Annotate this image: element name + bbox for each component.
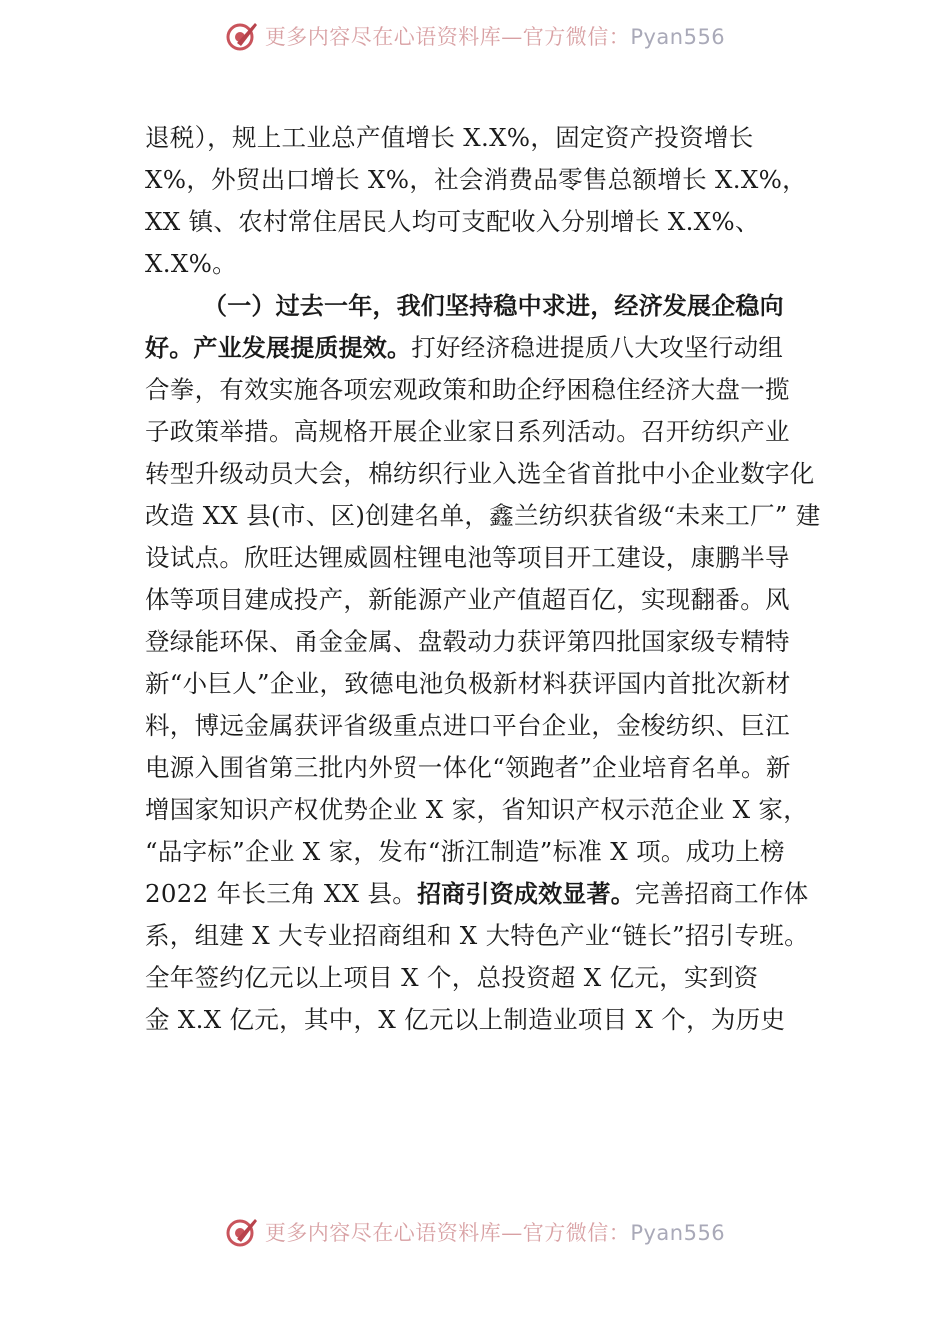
- header-banner-label: 更多内容尽在心语资料库—官方微信：: [264, 25, 631, 49]
- body-text: 改造 XX 县(市、区)创建名单，鑫兰纺织获省级“未来工厂” 建: [145, 501, 821, 530]
- pen-logo-icon: [225, 1215, 259, 1249]
- text-line: [145, 495, 825, 537]
- body-text: 系，组建 X 大专业招商组和 X 大特色产业“链长”招引专班。: [145, 921, 809, 950]
- body-text: 退税），规上工业总产值增长 X.X%，固定资产投资增长: [145, 123, 754, 152]
- body-text: “品字标”企业 X 家，发布“浙江制造”标准 X 项。成功上榜: [145, 837, 785, 866]
- pen-logo-icon: [225, 19, 259, 53]
- text-line: [145, 873, 825, 915]
- body-text: XX 镇、农村常住居民人均可支配收入分别增长 X.X%、: [145, 207, 760, 236]
- body-text: 设试点。欣旺达锂威圆柱锂电池等项目开工建设，康鹏半导: [145, 543, 790, 572]
- text-line: [145, 579, 825, 621]
- text-line: [145, 411, 825, 453]
- header-banner-text: [265, 21, 725, 51]
- body-text: 金 X.X 亿元，其中，X 亿元以上制造业项目 X 个，为历史: [145, 1005, 786, 1034]
- text-line: [145, 705, 825, 747]
- body-text: 打好经济稳进提质八大攻坚行动组: [411, 333, 784, 362]
- body-text: 2022 年长三角 XX 县。: [145, 879, 418, 908]
- text-line: [145, 201, 825, 243]
- text-line: [145, 117, 825, 159]
- body-text: 合拳，有效实施各项宏观政策和助企纾困稳住经济大盘一揽: [145, 375, 790, 404]
- text-line: [145, 243, 825, 285]
- text-line: [145, 915, 825, 957]
- text-line: [145, 831, 825, 873]
- body-text: 全年签约亿元以上项目 X 个，总投资超 X 亿元，实到资: [145, 963, 759, 992]
- text-line: [145, 747, 825, 789]
- text-line: [145, 537, 825, 579]
- document-body: [145, 117, 825, 1041]
- header-wechat-id: Pyan556: [630, 25, 726, 49]
- text-line: [145, 621, 825, 663]
- body-text: X.X%。: [145, 249, 237, 278]
- text-line: [145, 999, 825, 1041]
- bold-heading-text: （一）过去一年，我们坚持稳中求进，经济发展企稳向: [203, 292, 784, 320]
- body-text: 完善招商工作体: [634, 879, 809, 908]
- header-banner: [0, 14, 950, 58]
- footer-wechat-id: Pyan556: [630, 1221, 726, 1245]
- footer-banner-label: 更多内容尽在心语资料库—官方微信：: [264, 1221, 631, 1245]
- text-line: [145, 957, 825, 999]
- body-text: 料，博远金属获评省级重点进口平台企业，金梭纺织、巨江: [145, 711, 790, 740]
- body-text: 新“小巨人”企业，致德电池负极新材料获评国内首批次新材: [145, 669, 791, 698]
- text-line: [145, 369, 825, 411]
- body-text: 子政策举措。高规格开展企业家日系列活动。召开纺织产业: [145, 417, 790, 446]
- body-text: X%，外贸出口增长 X%，社会消费品零售总额增长 X.X%，: [145, 165, 807, 194]
- text-line: [145, 453, 825, 495]
- bold-heading-text: 招商引资成效显著。: [417, 880, 635, 908]
- body-text: 登绿能环保、甬金金属、盘毂动力获评第四批国家级专精特: [145, 627, 790, 656]
- text-line: [145, 327, 825, 369]
- footer-banner: [0, 1210, 950, 1254]
- body-text: 体等项目建成投产，新能源产业产值超百亿，实现翻番。风: [145, 585, 790, 614]
- body-text: 增国家知识产权优势企业 X 家，省知识产权示范企业 X 家，: [145, 795, 809, 824]
- footer-banner-text: [265, 1217, 725, 1247]
- body-text: 电源入围省第三批内外贸一体化“领跑者”企业培育名单。新: [145, 753, 791, 782]
- text-line: [145, 285, 825, 327]
- text-line: [145, 789, 825, 831]
- body-text: 转型升级动员大会，棉纺织行业入选全省首批中小企业数字化: [145, 459, 815, 488]
- text-line: [145, 159, 825, 201]
- bold-heading-text: 好。产业发展提质提效。: [145, 334, 412, 362]
- text-line: [145, 663, 825, 705]
